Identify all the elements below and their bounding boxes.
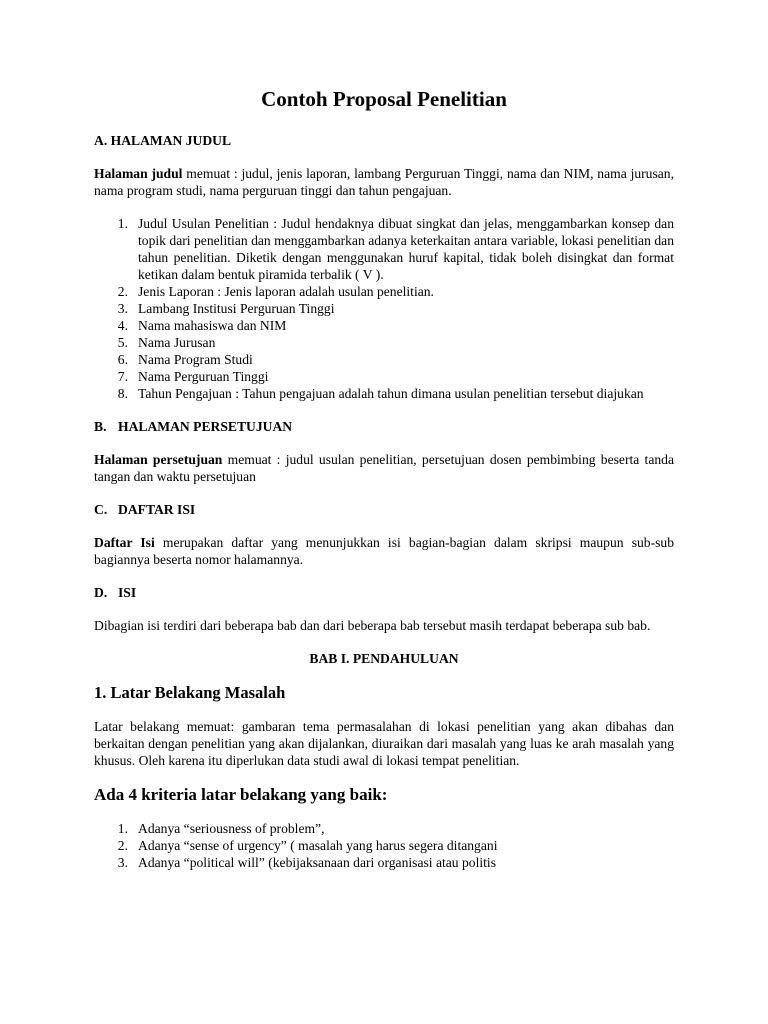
section-c-text: merupakan daftar yang menunjukkan isi bagian-bagian dalam skripsi maupun sub-sub bagiannya beserta nomor halamannya. [94, 535, 674, 567]
chapter-heading: BAB I. PENDAHULUAN [309, 651, 459, 666]
section-a-paragraph [94, 165, 674, 199]
list-item-text: Nama Jurusan [138, 335, 216, 350]
list-item-text: Adanya “sense of urgency” ( masalah yang harus segera ditangani [138, 838, 498, 853]
section-b-heading [94, 418, 674, 435]
document-title: Contoh Proposal Penelitian [261, 87, 507, 111]
list-item-text: Nama mahasiswa dan NIM [138, 318, 287, 333]
section-c-paragraph [94, 534, 674, 568]
list-item [94, 820, 674, 837]
list-item-text: Nama Program Studi [138, 352, 253, 367]
section-d-heading [94, 584, 674, 601]
list-item-text: Judul Usulan Penelitian : Judul hendaknya dibuat singkat dan jelas, menggambarkan konsep dan topik dari penelitian dan menggambarkan adanya keterkaitan antara variable, lokasi penelitian dan tahun penelitian. Diketik dengan menggunakan huruf kapital, tidak boleh disingkat dan format ketikan dalam bentuk piramida terbalik ( V ). [138, 216, 674, 282]
list-item-number: 1. [117, 216, 128, 231]
list-item-number: 7. [117, 369, 128, 384]
section-c-number: C. [94, 502, 108, 517]
section-b-number: B. [94, 419, 107, 434]
criteria-heading: Ada 4 kriteria latar belakang yang baik: [94, 785, 388, 804]
section-b-text: memuat : judul usulan penelitian, persetujuan dosen pembimbing beserta tanda tangan dan waktu persetujuan [94, 452, 674, 484]
list-item-number: 3. [117, 855, 128, 870]
list-item-number: 3. [117, 301, 128, 316]
list-item-text: Adanya “seriousness of problem”, [138, 821, 325, 836]
list-item-number: 2. [117, 284, 128, 299]
list-item [94, 854, 674, 871]
section-b-paragraph [94, 451, 674, 485]
list-item-number: 6. [117, 352, 128, 367]
list-item [94, 368, 674, 385]
section-a-text: memuat : judul, jenis laporan, lambang Perguruan Tinggi, nama dan NIM, nama jurusan, nama program studi, nama perguruan tinggi dan tahun pengajuan. [94, 166, 674, 198]
subsection-paragraph: Latar belakang memuat: gambaran tema permasalahan di lokasi penelitian yang akan dibahas dan berkaitan dengan penelitian yang akan dijalankan, diuraikan dari masalah yang luas ke arah masalah yang khusus. Oleh karena itu diperlukan data studi awal di lokasi tempat penelitian. [94, 719, 674, 768]
list-item-text: Jenis Laporan : Jenis laporan adalah usulan penelitian. [138, 284, 434, 299]
list-item [94, 837, 674, 854]
list-item-text: Tahun Pengajuan : Tahun pengajuan adalah tahun dimana usulan penelitian tersebut diajukan [138, 386, 644, 401]
list-item [94, 334, 674, 351]
list-item-number: 4. [117, 318, 128, 333]
section-b-term: Halaman persetujuan [94, 452, 223, 467]
section-b-title: HALAMAN PERSETUJUAN [118, 419, 293, 434]
list-item-text: Nama Perguruan Tinggi [138, 369, 269, 384]
section-d-number: D. [94, 585, 108, 600]
document-content [94, 86, 674, 887]
list-item-number: 8. [117, 386, 128, 401]
list-item [94, 385, 674, 402]
list-item [94, 351, 674, 368]
subsection-heading: 1. Latar Belakang Masalah [94, 683, 286, 702]
list-item-number: 2. [117, 838, 128, 853]
criteria-list [94, 820, 674, 871]
list-item [94, 317, 674, 334]
section-c-title: DAFTAR ISI [118, 502, 196, 517]
section-a-heading: A. HALAMAN JUDUL [94, 133, 232, 148]
list-item-text: Adanya “political will” (kebijaksanaan dari organisasi atau politis [138, 855, 496, 870]
list-item [94, 215, 674, 283]
section-c-heading [94, 501, 674, 518]
section-d-title: ISI [118, 585, 137, 600]
section-c-term: Daftar Isi [94, 535, 155, 550]
list-item-text: Lambang Institusi Perguruan Tinggi [138, 301, 335, 316]
list-item-number: 1. [117, 821, 128, 836]
section-a-term: Halaman judul [94, 166, 183, 181]
list-item [94, 283, 674, 300]
list-item-number: 5. [117, 335, 128, 350]
section-d-paragraph: Dibagian isi terdiri dari beberapa bab dan dari beberapa bab tersebut masih terdapat beberapa sub bab. [94, 618, 651, 633]
list-item [94, 300, 674, 317]
section-a-list [94, 215, 674, 402]
